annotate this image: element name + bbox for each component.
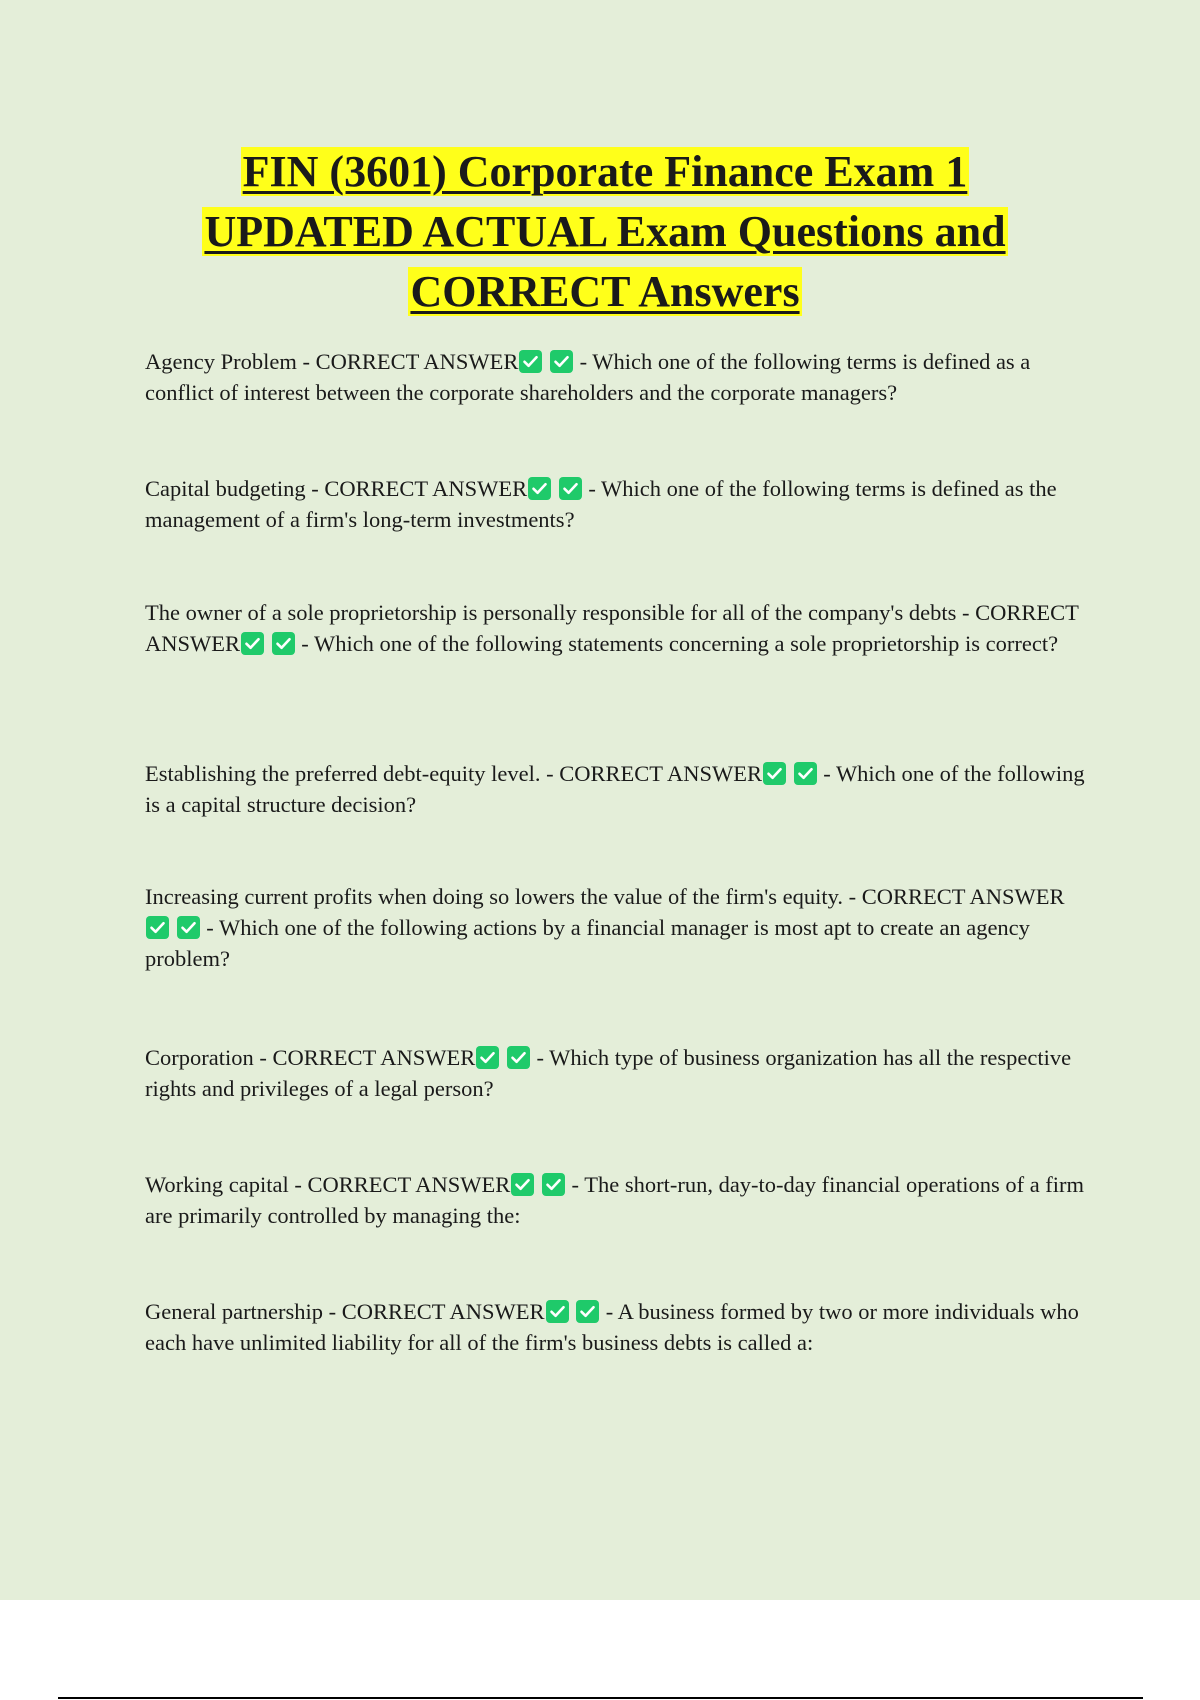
qa-item — [145, 1296, 1085, 1358]
answer-tag: - CORRECT ANSWER — [328, 1299, 545, 1324]
check-mark-icon — [794, 762, 817, 785]
qa-item — [145, 473, 1085, 535]
answer-text: Capital budgeting — [145, 476, 306, 501]
answer-tag: - CORRECT ANSWER — [546, 761, 762, 786]
answer-tag: - CORRECT ANSWER — [294, 1172, 511, 1197]
check-mark-icon — [542, 1173, 565, 1196]
qa-item — [145, 1042, 1085, 1104]
check-mark-icon — [528, 477, 551, 500]
bottom-divider — [58, 1697, 1143, 1699]
check-mark-icon — [763, 762, 786, 785]
question-text: - Which one of the following statements concerning a sole proprietorship is correct? — [301, 631, 1059, 656]
answer-tag: - CORRECT ANSWER — [259, 1045, 476, 1070]
answer-text: The owner of a sole proprietorship is personally responsible for all of the company's debts — [145, 600, 957, 625]
answer-text: Agency Problem — [145, 349, 297, 374]
qa-item — [145, 597, 1085, 659]
answer-text: Increasing current profits when doing so lowers the value of the firm's equity. — [145, 884, 844, 909]
qa-item — [145, 1169, 1085, 1231]
question-text: - Which one of the following actions by a financial manager is most apt to create an agency problem? — [145, 915, 1030, 971]
check-mark-icon — [146, 916, 169, 939]
check-mark-icon — [177, 916, 200, 939]
check-mark-icon — [559, 477, 582, 500]
document-title — [110, 142, 1100, 322]
question-text: - Which one of the following terms is defined as the management of a firm's long-term investments? — [145, 476, 1057, 532]
check-mark-icon — [507, 1046, 530, 1069]
answer-text: Working capital — [145, 1172, 289, 1197]
question-text: - The short-run, day-to-day financial operations of a firm are primarily controlled by managing the: — [145, 1172, 1085, 1228]
answer-text: Corporation — [145, 1045, 254, 1070]
answer-tag: - CORRECT ANSWER — [848, 884, 1065, 909]
check-mark-icon — [550, 350, 573, 373]
check-mark-icon — [476, 1046, 499, 1069]
check-mark-icon — [546, 1300, 569, 1323]
title-line: UPDATED ACTUAL Exam Questions and — [204, 207, 1006, 256]
answer-tag: - CORRECT ANSWER — [302, 349, 519, 374]
qa-item — [145, 346, 1085, 408]
title-line: CORRECT Answers — [410, 267, 800, 316]
question-text: - Which one of the following is a capital structure decision? — [145, 761, 1085, 817]
qa-item — [145, 758, 1085, 820]
check-mark-icon — [511, 1173, 534, 1196]
answer-tag: - CORRECT ANSWER — [145, 600, 1079, 656]
qa-item — [145, 881, 1085, 974]
question-text: - Which type of business organization has all the respective rights and privileges of a legal person? — [145, 1045, 1072, 1101]
check-mark-icon — [241, 632, 264, 655]
question-text: - Which one of the following terms is defined as a conflict of interest between the corporate shareholders and the corporate managers? — [145, 349, 1031, 405]
title-line: FIN (3601) Corporate Finance Exam 1 — [242, 147, 968, 196]
check-mark-icon — [576, 1300, 599, 1323]
answer-text: Establishing the preferred debt-equity level. — [145, 761, 541, 786]
answer-text: General partnership — [145, 1299, 324, 1324]
answer-tag: - CORRECT ANSWER — [311, 476, 528, 501]
question-text: - A business formed by two or more individuals who each have unlimited liability for all of the firm's business debts is called a: — [145, 1299, 1079, 1355]
check-mark-icon — [272, 632, 295, 655]
check-mark-icon — [519, 350, 542, 373]
